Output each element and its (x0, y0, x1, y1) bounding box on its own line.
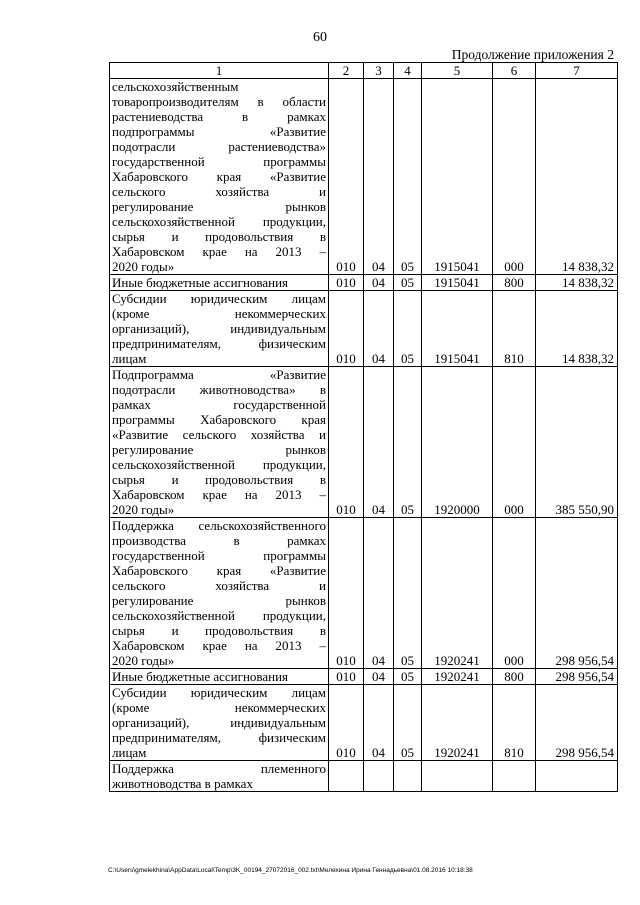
target-article-cell: 1920000 (422, 367, 493, 518)
row-name-line: государственной программы (112, 548, 326, 563)
row-name-line: Хабаровского края «Развитие (112, 563, 326, 578)
page-number: 60 (313, 30, 327, 45)
table-row (110, 275, 618, 291)
table-row (110, 761, 618, 792)
file-path-footer: C:\Users\gmelekhina\AppData\Local\Temp\3K_00194_27072016_002.txt\Мелехина Ирина Геннадьевна\01.08.2016 10:18:38 (108, 867, 473, 874)
admin-code-cell: 010 (329, 518, 364, 669)
column-header: 5 (422, 63, 493, 79)
row-name-line: сельского хозяйства и (112, 184, 326, 199)
section-cell: 04 (364, 685, 394, 761)
target-article-cell: 1920241 (422, 518, 493, 669)
row-name-cell (110, 669, 329, 685)
table-row (110, 669, 618, 685)
target-article-cell: 1915041 (422, 275, 493, 291)
subsection-cell: 05 (394, 669, 422, 685)
row-name-line: 2020 годы» (112, 502, 175, 517)
row-name-cell (110, 761, 329, 792)
row-name-cell (110, 367, 329, 518)
table-header-row (110, 63, 618, 79)
admin-code-cell: 010 (329, 79, 364, 275)
table-row (110, 79, 618, 275)
expense-type-cell: 800 (493, 275, 536, 291)
row-name-line: 2020 годы» (112, 653, 175, 668)
row-name-line: Иные бюджетные ассигнования (112, 669, 289, 684)
row-name-line: сельскохозяйственной продукции, (112, 457, 326, 472)
row-name-line: товаропроизводителям в области (112, 94, 326, 109)
amount-cell: 14 838,32 (536, 79, 618, 275)
subsection-cell (394, 761, 422, 792)
row-name-line: лицам (112, 745, 147, 760)
row-name-line: рамках государственной (112, 397, 326, 412)
expense-type-cell: 810 (493, 685, 536, 761)
row-name-line: регулирование рынков (112, 593, 326, 608)
row-name-line: организаций), индивидуальным (112, 321, 326, 336)
target-article-cell: 1920241 (422, 685, 493, 761)
column-header: 1 (110, 63, 329, 79)
subsection-cell: 05 (394, 275, 422, 291)
row-name-line: растениеводства в рамках (112, 109, 326, 124)
column-header: 3 (364, 63, 394, 79)
target-article-cell: 1920241 (422, 669, 493, 685)
admin-code-cell: 010 (329, 275, 364, 291)
row-name-line: Хабаровском крае на 2013 – (112, 244, 326, 259)
amount-cell: 14 838,32 (536, 291, 618, 367)
row-name-line: Субсидии юридическим лицам (112, 291, 326, 306)
admin-code-cell: 010 (329, 291, 364, 367)
column-header: 2 (329, 63, 364, 79)
column-header: 4 (394, 63, 422, 79)
table-row (110, 291, 618, 367)
row-name-line: государственной программы (112, 154, 326, 169)
section-cell: 04 (364, 367, 394, 518)
row-name-line: Поддержка племенного (112, 761, 326, 776)
budget-table (109, 62, 618, 792)
row-name-line: регулирование рынков (112, 199, 326, 214)
row-name-line: Хабаровском крае на 2013 – (112, 487, 326, 502)
admin-code-cell: 010 (329, 669, 364, 685)
row-name-line: сельскохозяйственной продукции, (112, 608, 326, 623)
admin-code-cell: 010 (329, 367, 364, 518)
row-name-cell (110, 275, 329, 291)
row-name-cell (110, 79, 329, 275)
row-name-line: сырья и продовольствия в (112, 623, 326, 638)
row-name-line: 2020 годы» (112, 259, 175, 274)
row-name-cell (110, 685, 329, 761)
expense-type-cell: 810 (493, 291, 536, 367)
table-row (110, 367, 618, 518)
admin-code-cell: 010 (329, 685, 364, 761)
row-name-line: Хабаровского края «Развитие (112, 169, 326, 184)
section-cell: 04 (364, 518, 394, 669)
appendix-caption: Продолжение приложения 2 (451, 47, 614, 62)
row-name-line: Хабаровском крае на 2013 – (112, 638, 326, 653)
row-name-line: Поддержка сельскохозяйственного (112, 518, 326, 533)
admin-code-cell (329, 761, 364, 792)
row-name-line: программы Хабаровского края (112, 412, 326, 427)
row-name-line: Иные бюджетные ассигнования (112, 275, 289, 290)
row-name-line: (кроме некоммерческих (112, 306, 326, 321)
row-name-line: предпринимателям, физическим (112, 730, 326, 745)
row-name-line: предпринимателям, физическим (112, 336, 326, 351)
row-name-line: сырья и продовольствия в (112, 229, 326, 244)
row-name-line: сырья и продовольствия в (112, 472, 326, 487)
subsection-cell: 05 (394, 367, 422, 518)
subsection-cell: 05 (394, 291, 422, 367)
amount-cell (536, 761, 618, 792)
expense-type-cell: 000 (493, 367, 536, 518)
row-name-line: животноводства в рамках (112, 776, 253, 791)
row-name-line: «Развитие сельского хозяйства и (112, 427, 326, 442)
row-name-line: сельскохозяйственным (112, 79, 239, 94)
amount-cell: 385 550,90 (536, 367, 618, 518)
section-cell: 04 (364, 669, 394, 685)
subsection-cell: 05 (394, 79, 422, 275)
table-row (110, 685, 618, 761)
row-name-line: производства в рамках (112, 533, 326, 548)
section-cell: 04 (364, 291, 394, 367)
row-name-line: подотрасли животноводства» в (112, 382, 326, 397)
expense-type-cell: 800 (493, 669, 536, 685)
column-header: 7 (536, 63, 618, 79)
expense-type-cell: 000 (493, 518, 536, 669)
row-name-line: сельскохозяйственной продукции, (112, 214, 326, 229)
row-name-line: подотрасли растениеводства» (112, 139, 326, 154)
amount-cell: 14 838,32 (536, 275, 618, 291)
row-name-line: подпрограммы «Развитие (112, 124, 326, 139)
subsection-cell: 05 (394, 518, 422, 669)
amount-cell: 298 956,54 (536, 685, 618, 761)
target-article-cell: 1915041 (422, 291, 493, 367)
section-cell: 04 (364, 275, 394, 291)
amount-cell: 298 956,54 (536, 669, 618, 685)
expense-type-cell (493, 761, 536, 792)
row-name-line: (кроме некоммерческих (112, 700, 326, 715)
row-name-line: Субсидии юридическим лицам (112, 685, 326, 700)
amount-cell: 298 956,54 (536, 518, 618, 669)
section-cell: 04 (364, 79, 394, 275)
table-row (110, 518, 618, 669)
row-name-line: лицам (112, 351, 147, 366)
row-name-line: регулирование рынков (112, 442, 326, 457)
column-header: 6 (493, 63, 536, 79)
row-name-cell (110, 518, 329, 669)
target-article-cell (422, 761, 493, 792)
row-name-line: организаций), индивидуальным (112, 715, 326, 730)
subsection-cell: 05 (394, 685, 422, 761)
target-article-cell: 1915041 (422, 79, 493, 275)
expense-type-cell: 000 (493, 79, 536, 275)
row-name-line: Подпрограмма «Развитие (112, 367, 326, 382)
section-cell (364, 761, 394, 792)
row-name-line: сельского хозяйства и (112, 578, 326, 593)
row-name-cell (110, 291, 329, 367)
